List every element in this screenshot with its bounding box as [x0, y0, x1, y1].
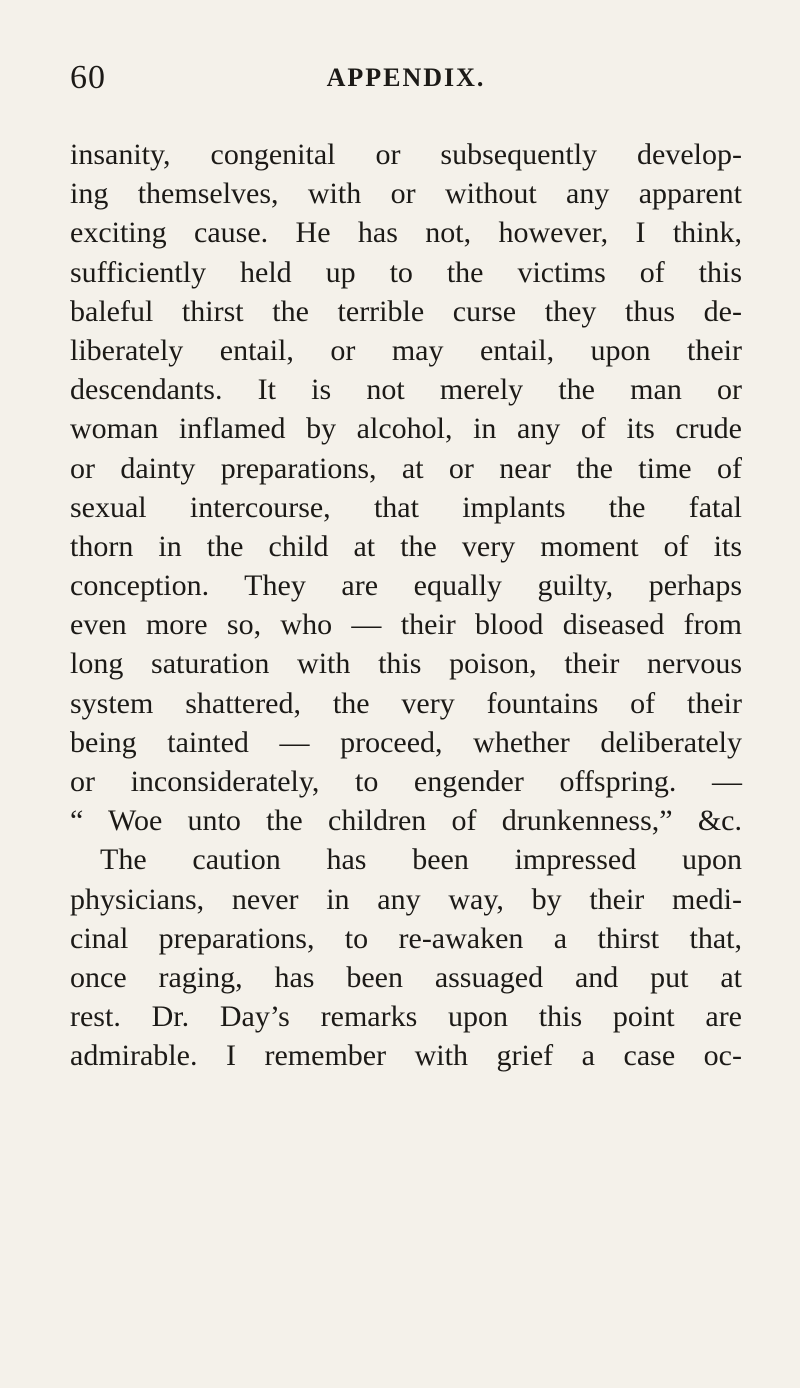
body-text — [70, 135, 742, 1076]
text-line: cinal preparations, to re-awaken a thirst that, — [70, 921, 742, 955]
text-line: or inconsiderately, to engender offspring. — — [70, 765, 742, 798]
text-line: ing themselves, with or without any apparent — [70, 177, 742, 211]
page-number: 60 — [70, 59, 106, 96]
text-line: or dainty preparations, at or near the time of — [70, 451, 742, 485]
text-line: rest. Dr. Day’s remarks upon this point are — [70, 1000, 742, 1034]
text-line: once raging, has been assuaged and put at — [70, 960, 742, 994]
text-line: descendants. It is not merely the man or — [70, 373, 742, 407]
text-line: sufficiently held up to the victims of this — [70, 255, 742, 289]
text-line: “ Woe unto the children of drunkenness,” &c. — [70, 804, 742, 838]
text-line: system shattered, the very fountains of their — [70, 686, 742, 720]
text-line: baleful thirst the terrible curse they thus de- — [70, 294, 742, 328]
text-line: The caution has been impressed upon — [100, 843, 742, 877]
text-line: admirable. I remember with grief a case oc- — [70, 1039, 742, 1073]
text-line: sexual intercourse, that implants the fatal — [70, 490, 742, 524]
running-head: APPENDIX. — [326, 63, 486, 92]
text-line: long saturation with this poison, their nervous — [70, 647, 742, 681]
text-line: exciting cause. He has not, however, I think, — [70, 216, 742, 250]
page-header — [70, 58, 742, 98]
text-line: conception. They are equally guilty, perhaps — [70, 569, 742, 603]
text-line: thorn in the child at the very moment of its — [70, 529, 742, 563]
text-line: insanity, congenital or subsequently develop- — [70, 138, 742, 171]
text-line: even more so, who — their blood diseased from — [70, 608, 742, 642]
text-line: being tainted — proceed, whether deliberately — [70, 725, 742, 759]
text-line: liberately entail, or may entail, upon their — [70, 333, 742, 367]
text-line: physicians, never in any way, by their medi- — [70, 882, 742, 916]
text-line: woman inflamed by alcohol, in any of its crude — [70, 412, 742, 446]
